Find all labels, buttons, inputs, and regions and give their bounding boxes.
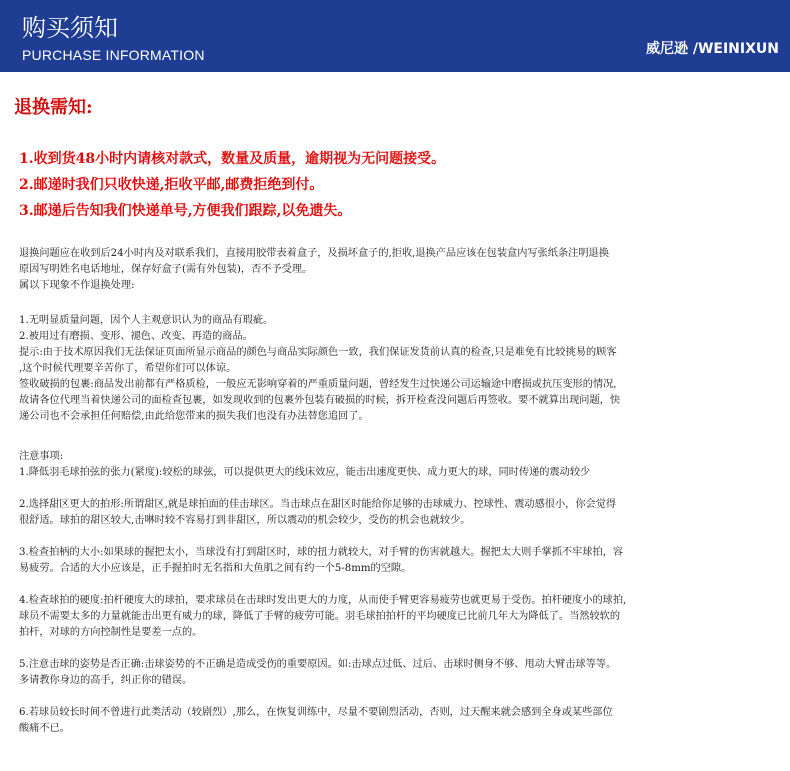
exclusions-text: [19, 313, 779, 425]
brand-name: 威尼逊 /WEINIXUN: [645, 41, 779, 57]
precaution-line: 3.检查拍柄的大小:如果球的握把太小，当球没有打到甜区时，球的扭力就较大，对手臂的伤害就越大。握把太大则手掌抓不牢球拍，容: [19, 547, 624, 558]
exclusion-line: 提示:由于技术原因我们无法保证页面所显示商品的颜色与商品实际颜色一致，我们保证发货前认真的检查,只是难免有比较挑易的顾客: [19, 347, 617, 358]
precaution-line: 5.注意击球的姿势是否正确:击球姿势的不正确是造成受伤的重要原因。如:击球点过低、过后、击球时侧身不够、甩动大臂击球等等。: [19, 659, 617, 670]
policy-line: 原因写明姓名电话地址，保存好盒子(需有外包装)，否不予受理。: [19, 264, 313, 275]
precautions-section: [19, 449, 779, 737]
page-title: 购买须知: [22, 14, 118, 42]
exclusion-line: 2.被用过有磨损、变形、褪色、改变、再造的商品。: [19, 331, 253, 342]
precaution-line: 1.降低羽毛球拍弦的张力(紧度):较松的球弦，可以提供更大的线床效应，能击出速度更快、成力更大的球，同时传递的震动较少: [19, 467, 591, 478]
policy-line: 退换问题应在收到后24小时内及对联系我们，直接用胶带表着盒子，及损坏盒子的,拒收,退换产品应该在包装盒内写张纸条注明退换: [19, 248, 609, 259]
page-subtitle: PURCHASE INFORMATION: [22, 47, 205, 63]
notice-item: 2.邮递时我们只收快递,拒收平邮,邮费拒绝到付。: [19, 177, 324, 193]
exclusion-line: ,这个时候代理要辛苦你了，希望你们可以体谅。: [19, 363, 237, 374]
return-notice-heading: 退换需知:: [14, 97, 93, 118]
precaution-line: 拍杆，对球的方向控制性是要差一点的。: [19, 627, 203, 638]
header-banner: [0, 0, 790, 72]
precaution-line: 很舒适。球拍的甜区较大,击啉时较不容易打到非甜区，所以震动的机会较少，受伤的机会也就较少。: [19, 515, 471, 526]
precaution-line: 2.选择甜区更大的拍形:所谓甜区,就是球拍面的佳击球区。当击球点在甜区时能给你足够的击球威力、控球性、震动感很小，你会觉得: [19, 499, 617, 510]
exclusion-line: 递公司也不会承担任何赔偿,由此给您带来的损失我们也没有办法替您追回了。: [19, 411, 369, 422]
exclusion-line: 1.无明显质量问题，因个人主观意识认为的商品有瑕疵。: [19, 315, 274, 326]
notice-item: 3.邮递后告知我们快递单号,方便我们跟踪,以免遗失。: [19, 203, 352, 219]
exclusion-line: 签收破损的包裹:商品发出前都有严格质检，一般应无影响穿着的严重质量问题，曾经发生过快递公司运输途中磨损或抗压变形的情况,: [19, 379, 617, 390]
return-policy-text: [19, 246, 779, 294]
precaution-line: 多请教你身边的高手，纠正你的错误。: [19, 675, 193, 686]
precaution-line: 6.若球员较长时间不曾进行此类活动（较剧烈）,那么，在恢复训练中，尽量不要剧烈活动，否则，过天醒来就会感到全身或某些部位: [19, 707, 613, 718]
precaution-line: 球员不需要太多的力量就能击出更有威力的球，降低了手臂的疲劳可能。羽毛球拍拍杆的平均硬度已比前几年大为降低了。当然较软的: [19, 611, 621, 622]
precautions-heading: 注意事项:: [19, 451, 64, 462]
precaution-line: 易疲劳。合适的大小应该是，正手握拍时无名指和大鱼肌之间有约一个5-8mm的空隙。: [19, 563, 412, 574]
policy-line: 属以下现象不作退换处理:: [19, 280, 135, 291]
exclusion-line: 故请各位代理当着快递公司的面检查包裹，如发现收到的包裹外包装有破损的时候，拆开检查没问题后再签收。要不就算出现问题，快: [19, 395, 621, 406]
notice-item: 1.收到货48小时内请核对款式，数量及质量，逾期视为无问题接受。: [19, 151, 446, 167]
precaution-line: 4.检查球拍的硬度:拍杆硬度大的球拍，要求球员在击球时发出更大的力度，从而使手臂更容易疲劳也就更易于受伤。拍杆硬度小的球拍,: [19, 595, 627, 606]
precaution-line: 酸痛不已。: [19, 723, 70, 734]
